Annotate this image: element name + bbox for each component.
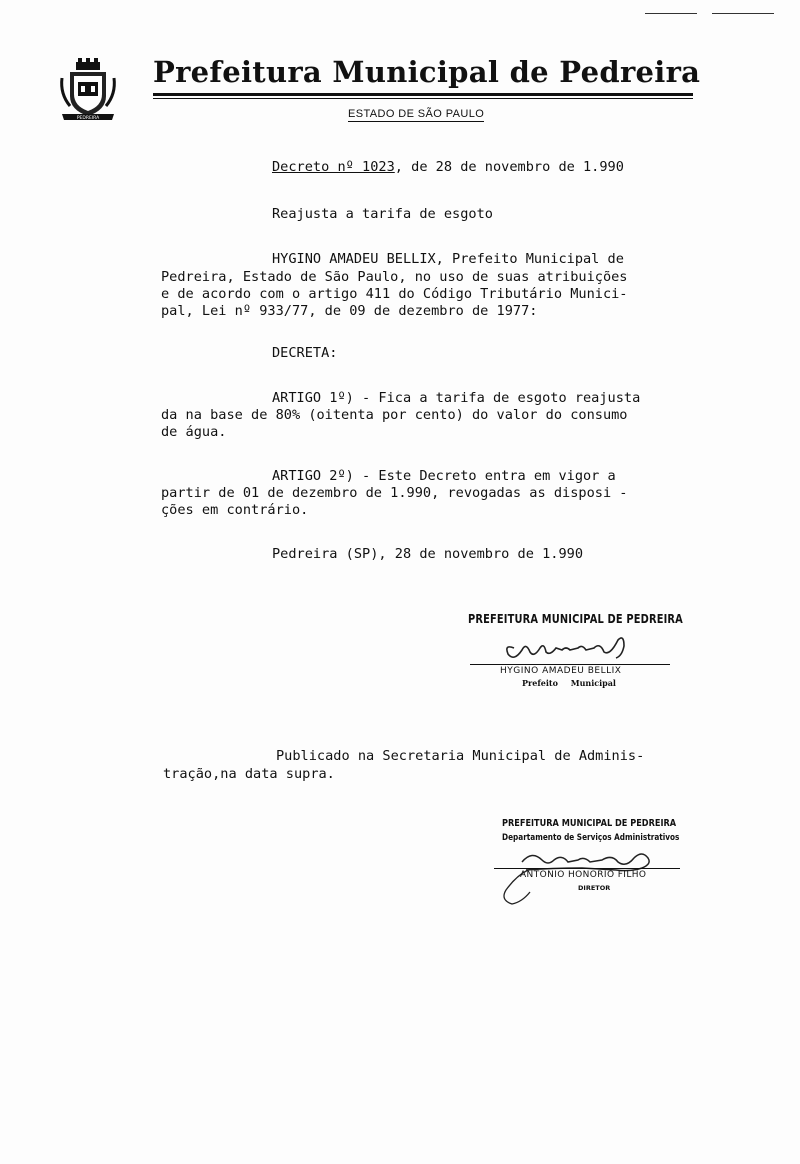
scan-mark — [712, 13, 774, 14]
decree-heading — [272, 158, 624, 177]
article-2-line: partir de 01 de dezembro de 1.990, revogadas as disposi - — [161, 485, 628, 501]
decree-number: Decreto nº 1023 — [272, 159, 395, 175]
mayor-stamp: PREFEITURA MUNICIPAL DE PEDREIRA — [468, 612, 683, 626]
signature-line — [494, 868, 680, 869]
decree-subject: Reajusta a tarifa de esgoto — [272, 206, 493, 222]
mayor-name: HYGINO AMADEU BELLIX — [500, 666, 622, 676]
director-stamp: PREFEITURA MUNICIPAL DE PEDREIRA — [502, 818, 677, 829]
scan-mark — [645, 13, 697, 14]
municipal-crest-icon — [58, 56, 118, 122]
decreta-heading: DECRETA: — [272, 345, 338, 361]
crest-lettering: PEDREIRA — [76, 116, 100, 121]
preamble-line: Pedreira, Estado de São Paulo, no uso de suas atribuições — [161, 269, 628, 285]
preamble-line: e de acordo com o artigo 411 do Código Tributário Munici- — [161, 286, 628, 302]
mayor-role: Prefeito Municipal — [522, 678, 616, 688]
place-date: Pedreira (SP), 28 de novembro de 1.990 — [272, 546, 583, 562]
article-2-line: ções em contrário. — [161, 502, 309, 518]
page-title: Prefeitura Municipal de Pedreira — [153, 55, 701, 89]
preamble-line: HYGINO AMADEU BELLIX, Prefeito Municipal de — [272, 251, 624, 267]
article-1-line: ARTIGO 1º) - Fica a tarifa de esgoto reajusta — [272, 390, 641, 406]
decree-date: , de 28 de novembro de 1.990 — [394, 159, 624, 175]
article-1-line: de água. — [161, 424, 227, 440]
article-1-line: da na base de 80% (oitenta por cento) do valor do consumo — [161, 407, 628, 423]
signature-line — [470, 664, 670, 665]
state-label: ESTADO DE SÃO PAULO — [348, 108, 485, 120]
header-divider — [153, 93, 693, 96]
publication-line: Publicado na Secretaria Municipal de Adminis- — [276, 748, 645, 764]
director-role: DIRETOR — [578, 884, 611, 892]
director-name: ANTONIO HONORIO FILHO — [520, 870, 647, 880]
publication-line: tração,na data supra. — [163, 766, 335, 782]
preamble-line: pal, Lei nº 933/77, de 09 de dezembro de 1977: — [161, 303, 538, 319]
header-divider — [153, 98, 693, 99]
mayor-signature — [500, 626, 640, 666]
article-2-line: ARTIGO 2º) - Este Decreto entra em vigor a — [272, 468, 616, 484]
director-department: Departamento de Serviços Administrativos — [502, 833, 680, 843]
